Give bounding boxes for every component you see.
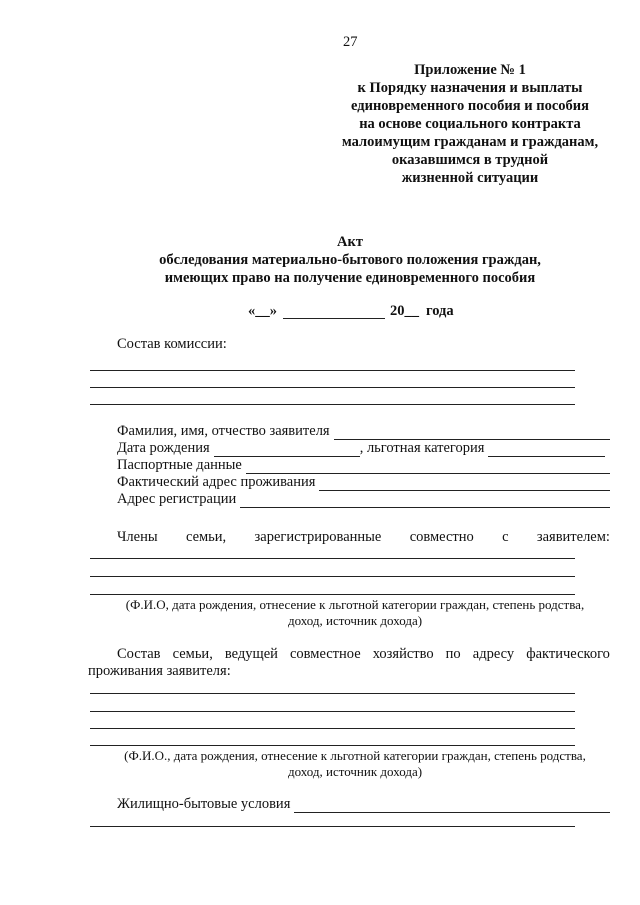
household-note: [90, 748, 620, 780]
registration-address-field[interactable]: [117, 491, 610, 508]
appendix-line: на основе социального контракта: [359, 116, 581, 132]
date-day: «__»: [248, 303, 277, 319]
registration-address-blank[interactable]: [240, 494, 610, 508]
appendix-header: [300, 61, 640, 187]
appendix-line: единовременного пособия и пособия: [351, 98, 589, 114]
household-note-line: доход, источник дохода): [287, 764, 423, 779]
household-word: адресу: [472, 646, 515, 662]
living-conditions-blank[interactable]: [294, 799, 610, 813]
full-name-blank[interactable]: [334, 426, 610, 440]
members-word: совместно: [409, 529, 474, 545]
members-line[interactable]: [90, 576, 575, 577]
appendix-line: оказавшимся в трудной: [391, 152, 549, 168]
household-line[interactable]: [90, 711, 575, 712]
living-conditions-label: Жилищно-бытовые условия: [117, 796, 291, 812]
actual-address-field[interactable]: [117, 474, 610, 491]
household-note-line: (Ф.И.О., дата рождения, отнесение к льготной категории граждан, степень родства,: [124, 748, 586, 763]
actual-address-label: Фактический адрес проживания: [117, 474, 316, 490]
household-word: совместное: [289, 646, 361, 662]
members-line[interactable]: [90, 558, 575, 559]
date-month-blank[interactable]: [283, 318, 385, 319]
passport-blank[interactable]: [246, 460, 610, 474]
commission-line[interactable]: [90, 404, 575, 405]
benefit-category-blank[interactable]: [488, 443, 605, 457]
members-word: с: [502, 529, 509, 545]
members-note: [90, 597, 620, 629]
members-word: семьи,: [185, 529, 227, 545]
living-conditions-field[interactable]: [117, 796, 610, 813]
household-word: фактического: [526, 646, 610, 662]
household-word: по: [445, 646, 461, 662]
passport-label: Паспортные данные: [117, 457, 242, 473]
members-note-line: (Ф.И.О, дата рождения, отнесение к льготной категории граждан, степень родства,: [125, 597, 585, 612]
title-line: Акт: [337, 234, 363, 250]
members-heading: [117, 529, 610, 546]
passport-field[interactable]: [117, 457, 610, 474]
title-line: имеющих право на получение единовременного пособия: [164, 270, 536, 286]
full-name-field[interactable]: [117, 423, 610, 440]
commission-line[interactable]: [90, 387, 575, 388]
members-word: заявителем:: [536, 529, 610, 545]
members-note-line: доход, источник дохода): [287, 613, 423, 628]
appendix-line: к Порядку назначения и выплаты: [357, 80, 583, 96]
registration-address-label: Адрес регистрации: [117, 491, 237, 507]
birth-date-blank[interactable]: [214, 443, 360, 457]
date-suffix: года: [426, 303, 454, 319]
household-word: Состав: [117, 646, 161, 662]
birth-date-label: Дата рождения: [117, 440, 210, 456]
full-name-label: Фамилия, имя, отчество заявителя: [117, 423, 330, 439]
household-heading: [117, 646, 610, 663]
members-line[interactable]: [90, 594, 575, 595]
household-line[interactable]: [90, 745, 575, 746]
title-line: обследования материально-бытового положения граждан,: [159, 252, 541, 268]
commission-line[interactable]: [90, 370, 575, 371]
members-word: Члены: [117, 529, 158, 545]
household-line2: проживания заявителя:: [88, 663, 231, 679]
appendix-line: жизненной ситуации: [401, 170, 539, 186]
benefit-category-label: , льготная категория: [359, 440, 485, 456]
appendix-line: Приложение № 1: [414, 62, 526, 78]
members-word: зарегистрированные: [254, 529, 382, 545]
date-year: 20__: [390, 303, 419, 319]
household-line[interactable]: [90, 728, 575, 729]
appendix-line: малоимущим гражданам и гражданам,: [341, 134, 599, 150]
page-number: 27: [343, 34, 358, 50]
household-line[interactable]: [90, 693, 575, 694]
document-title: [0, 233, 640, 287]
living-conditions-line[interactable]: [90, 826, 575, 827]
household-word: хозяйство: [372, 646, 434, 662]
actual-address-blank[interactable]: [319, 477, 610, 491]
commission-label: Состав комиссии:: [117, 336, 227, 352]
household-word: ведущей: [224, 646, 278, 662]
household-word: семьи,: [172, 646, 213, 662]
birth-date-field[interactable]: [117, 440, 610, 457]
